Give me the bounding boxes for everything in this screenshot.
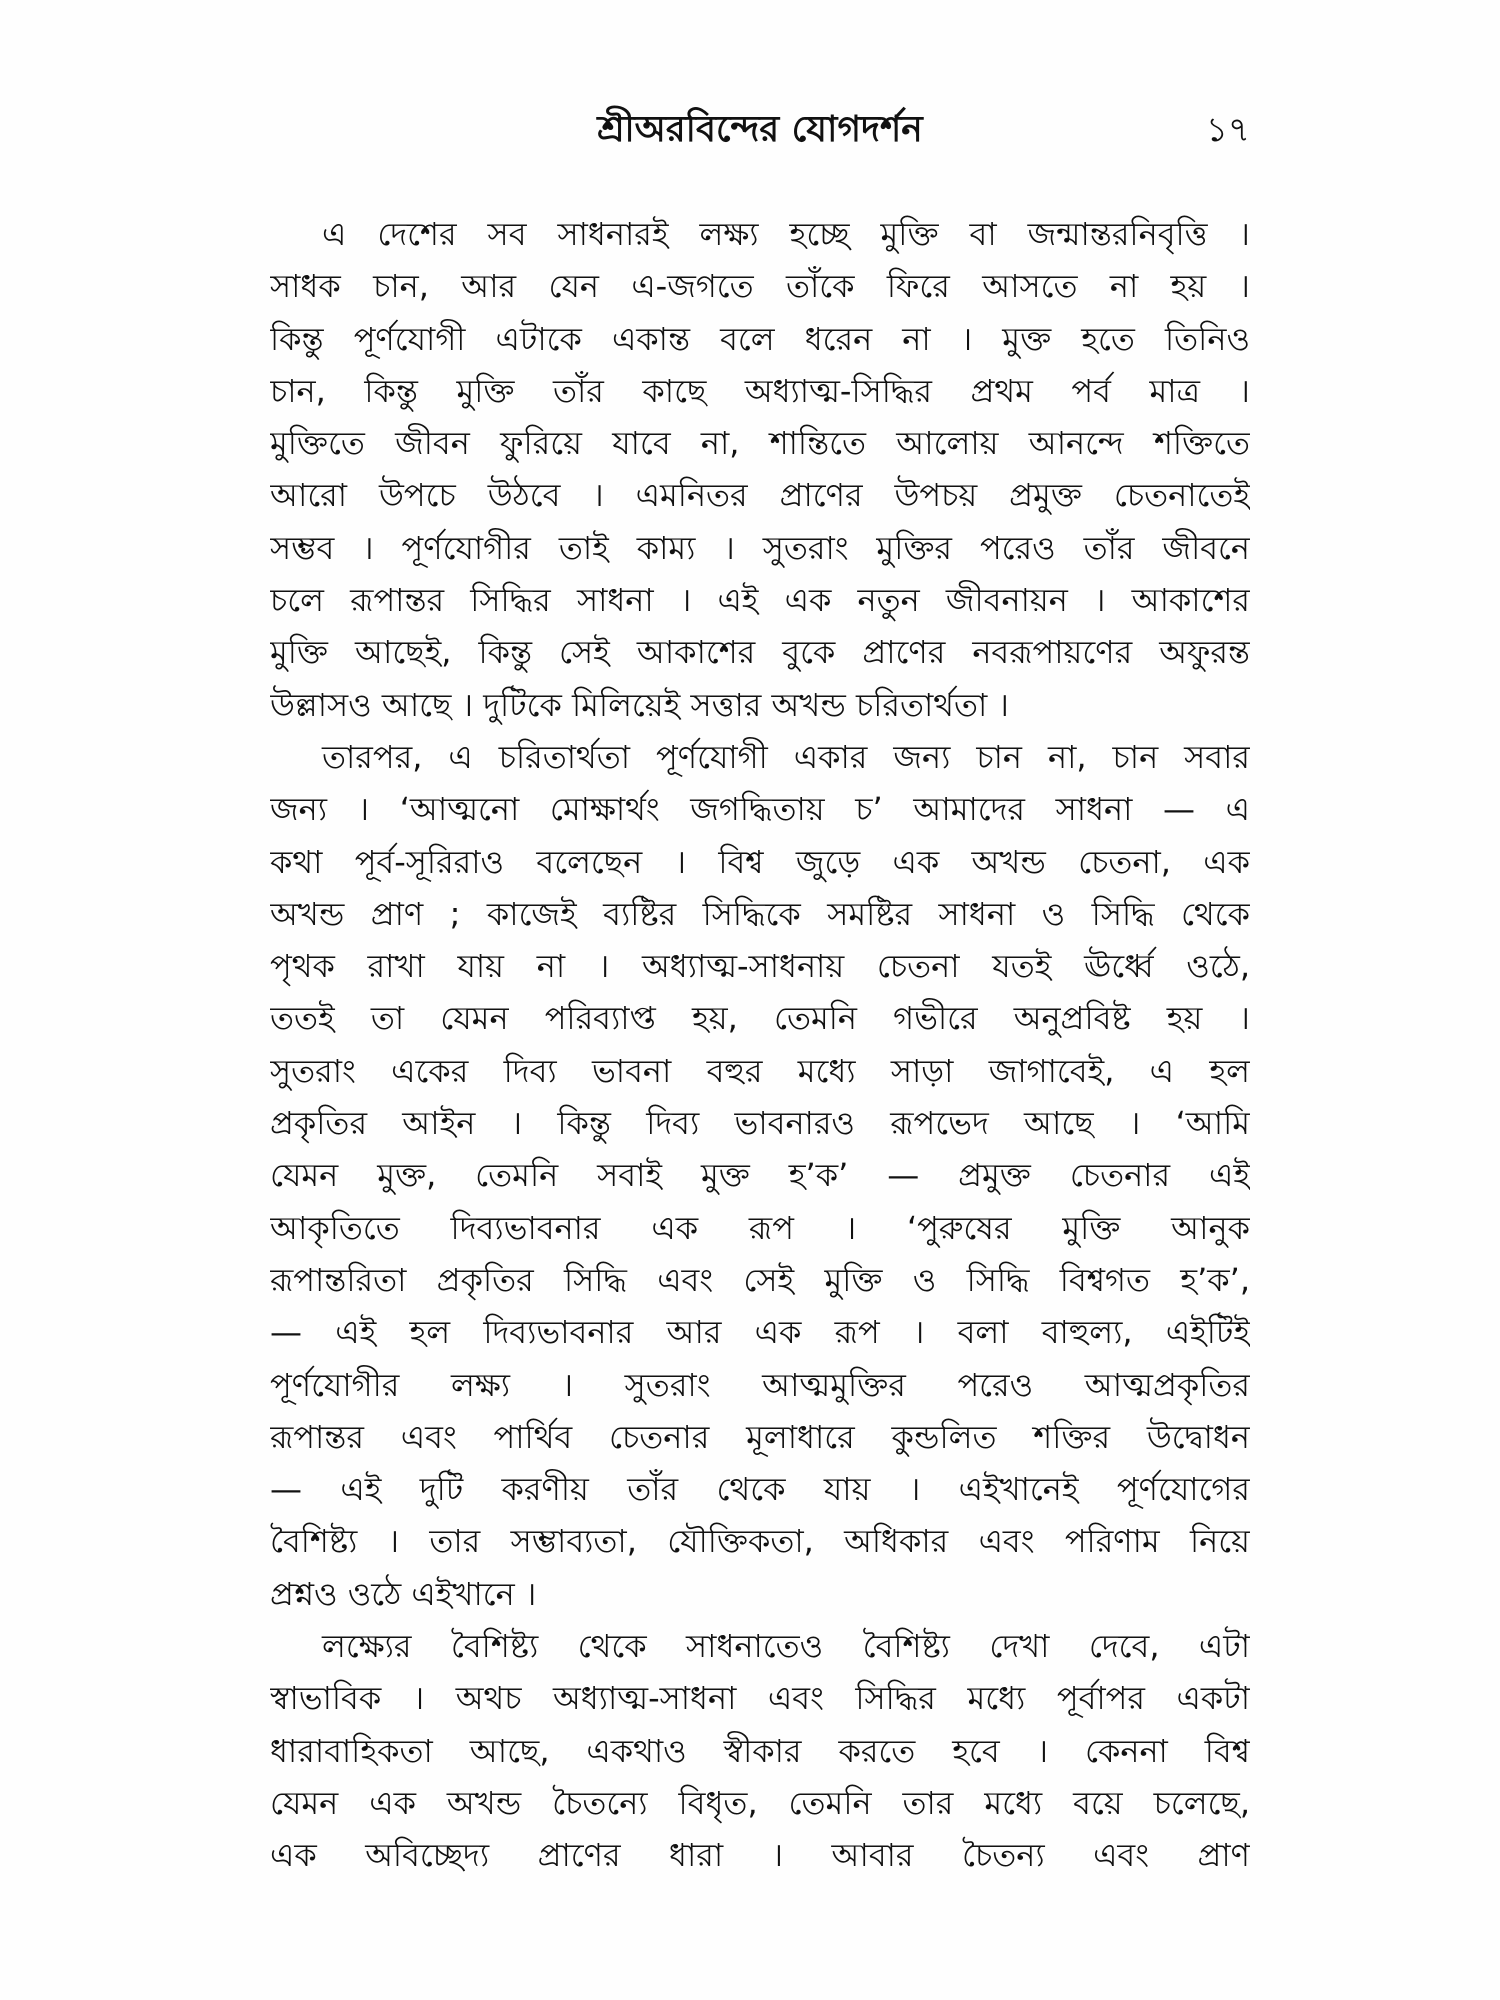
text-line: ততই তা যেমন পরিব্যাপ্ত হয়, তেমনি গভীরে অনুপ্রবিষ্ট হয় । xyxy=(270,999,1250,1038)
text-line: — এই হল দিব্যভাবনার আর এক রূপ । বলা বাহুল্য, এইটিই xyxy=(270,1313,1250,1352)
text-line: প্রকৃতির আইন । কিন্তু দিব্য ভাবনারও রূপভেদ আছে । ‘আমি xyxy=(270,1104,1250,1143)
running-header xyxy=(270,100,1250,160)
text-line: মুক্তি আছেই, কিন্তু সেই আকাশের বুকে প্রাণের নবরূপায়ণের অফুরন্ত xyxy=(270,633,1250,672)
text-line: স্বাভাবিক । অথচ অধ্যাত্ম-সাধনা এবং সিদ্ধির মধ্যে পূর্বাপর একটা xyxy=(270,1679,1250,1718)
text-line: কথা পূর্ব-সূরিরাও বলেছেন । বিশ্ব জুড়ে এক অখন্ড চেতনা, এক xyxy=(270,842,1250,881)
text-line: — এই দুটি করণীয় তাঁর থেকে যায় । এইখানেই পূর্ণযোগের xyxy=(270,1470,1250,1509)
text-line: পূর্ণযোগীর লক্ষ্য । সুতরাং আত্মমুক্তির পরেও আত্মপ্রকৃতির xyxy=(270,1365,1250,1404)
text-line: যেমন এক অখন্ড চৈতন্যে বিধৃত, তেমনি তার মধ্যে বয়ে চলেছে, xyxy=(270,1783,1250,1822)
body-text xyxy=(270,208,1250,1882)
text-line: রূপান্তরিতা প্রকৃতির সিদ্ধি এবং সেই মুক্তি ও সিদ্ধি বিশ্বগত হ’ক’, xyxy=(270,1260,1250,1299)
text-line: সম্ভব । পূর্ণযোগীর তাই কাম্য । সুতরাং মুক্তির পরেও তাঁর জীবনে xyxy=(270,528,1250,567)
text-line: মুক্তিতে জীবন ফুরিয়ে যাবে না, শান্তিতে আলোয় আনন্দে শক্তিতে xyxy=(270,424,1250,463)
text-line: ধারাবাহিকতা আছে, একথাও স্বীকার করতে হবে । কেননা বিশ্ব xyxy=(270,1731,1250,1770)
text-line: আকৃতিতে দিব্যভাবনার এক রূপ । ‘পুরুষের মুক্তি আনুক xyxy=(270,1208,1250,1247)
text-line: সুতরাং একের দিব্য ভাবনা বহুর মধ্যে সাড়া জাগাবেই, এ হল xyxy=(270,1051,1250,1090)
text-line: চলে রূপান্তর সিদ্ধির সাধনা । এই এক নতুন জীবনায়ন । আকাশের xyxy=(270,581,1250,620)
text-line: সাধক চান, আর যেন এ-জগতে তাঁকে ফিরে আসতে না হয় । xyxy=(270,267,1250,306)
page-number: ১৭ xyxy=(1205,110,1250,150)
text-line: প্রশ্নও ওঠে এইখানে । xyxy=(270,1574,537,1613)
text-line: জন্য । ‘আত্মনো মোক্ষার্থং জগদ্ধিতায় চ’ আমাদের সাধনা — এ xyxy=(270,790,1250,829)
text-line: বৈশিষ্ট্য । তার সম্ভাব্যতা, যৌক্তিকতা, অধিকার এবং পরিণাম নিয়ে xyxy=(270,1522,1250,1561)
text-line: অখন্ড প্রাণ ; কাজেই ব্যষ্টির সিদ্ধিকে সমষ্টির সাধনা ও সিদ্ধি থেকে xyxy=(270,894,1250,933)
text-line: আরো উপচে উঠবে । এমনিতর প্রাণের উপচয় প্রমুক্ত চেতনাতেই xyxy=(270,476,1250,515)
text-line: উল্লাসও আছে । দুটিকে মিলিয়েই সত্তার অখন্ড চরিতার্থতা । xyxy=(270,685,1009,724)
text-line: পৃথক রাখা যায় না । অধ্যাত্ম-সাধনায় চেতনা যতই ঊর্ধ্বে ওঠে, xyxy=(270,947,1250,986)
text-line: তারপর, এ চরিতার্থতা পূর্ণযোগী একার জন্য চান না, চান সবার xyxy=(322,737,1250,776)
text-line: এ দেশের সব সাধনারই লক্ষ্য হচ্ছে মুক্তি বা জন্মান্তরনিবৃত্তি । xyxy=(322,215,1250,253)
text-line: চান, কিন্তু মুক্তি তাঁর কাছে অধ্যাত্ম-সিদ্ধির প্রথম পর্ব মাত্র । xyxy=(270,371,1250,410)
text-line: যেমন মুক্ত, তেমনি সবাই মুক্ত হ’ক’ — প্রমুক্ত চেতনার এই xyxy=(270,1156,1250,1195)
page-title: শ্রীঅরবিন্দের যোগদর্শন xyxy=(597,109,923,150)
text-line: এক অবিচ্ছেদ্য প্রাণের ধারা । আবার চৈতন্য এবং প্রাণ xyxy=(270,1836,1250,1875)
text-line: রূপান্তর এবং পার্থিব চেতনার মূলাধারে কুন্ডলিত শক্তির উদ্বোধন xyxy=(270,1417,1250,1456)
text-line: লক্ষ্যের বৈশিষ্ট্য থেকে সাধনাতেও বৈশিষ্ট্য দেখা দেবে, এটা xyxy=(322,1627,1250,1666)
text-line: কিন্তু পূর্ণযোগী এটাকে একান্ত বলে ধরেন না । মুক্ত হতে তিনিও xyxy=(270,319,1250,358)
